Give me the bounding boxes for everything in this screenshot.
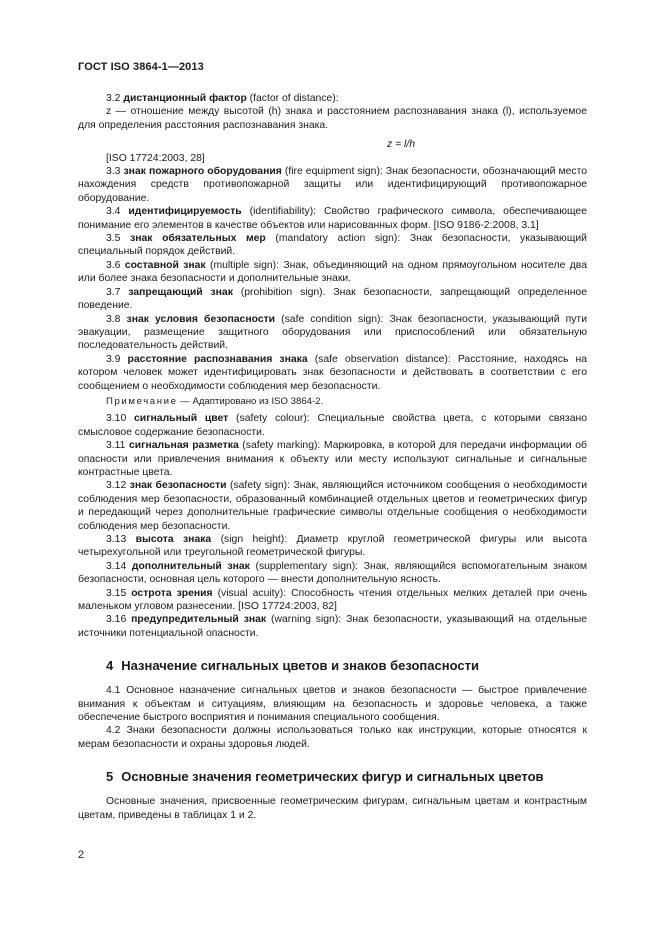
section-4-heading: 4 Назначение сигнальных цветов и знаков безопасности <box>106 658 479 674</box>
term: знак пожарного оборудования <box>123 166 282 178</box>
definition-3-3: 3.3 знак пожарного оборудования (fire equipment sign): Знак безопасности, обозначающий место нахождения средств противопожарной защиты или идентифицирующий противопожарное оборудование. <box>78 166 588 204</box>
term: высота знака <box>135 534 212 545</box>
document-body <box>78 92 587 822</box>
definition-3-2: 3.2 дистанционный фактор (factor of distance): <box>106 93 339 104</box>
paragraph-4-2: 4.2 Знаки безопасности должны использоваться только как инструкции, которые относятся к мерам безопасности и охраны здоровья людей. <box>78 725 587 750</box>
definition-3-12: 3.12 знак безопасности (safety sign): Знак, являющийся источником сообщения о необходимости соблюдения мер безопасности, образованный комбинацией отдельных цветов и геометрических фигур и передающий через дополнительные графические символы отдельные сообщения о необходимости соблюдения мер безопасности. <box>78 480 587 532</box>
reference: [ISO 17724:2003, 28] <box>106 152 205 164</box>
term: составной знак <box>124 259 206 271</box>
definition-3-6: 3.6 составной знак (multiple sign): Знак, объединяющий на одном прямоугольном носителе два или более знака безопасности и дополнительные знаки. <box>78 259 587 285</box>
definition-3-4: 3.4 идентифицируемость (identifiability): Свойство графического символа, обеспечивающее понимание его элементов в качестве объектов или нарисованных форм. [ISO 9186-2:2008, 3.1] <box>78 206 587 231</box>
page-number: 2 <box>78 849 85 861</box>
document-header: ГОСТ ISO 3864-1—2013 <box>78 61 204 73</box>
section-5-heading: 5 Основные значения геометрических фигур и сигнальных цветов <box>106 769 544 785</box>
paragraph-4-1: 4.1 Основное назначение сигнальных цветов и знаков безопасности — быстрое привлечение внимания к объектам и ситуациям, влияющим на безопасность и здоровье человека, а также обеспечение быстрого восприятия и понимания специального сообщения. <box>78 685 587 724</box>
term: острота зрения <box>131 587 213 599</box>
term: идентифицируемость <box>128 206 242 218</box>
formula: z = l/h <box>386 139 415 151</box>
term: дистанционный фактор <box>123 93 247 104</box>
term: запрещающий знак <box>128 286 233 298</box>
note-text: — Адаптировано из ISO 3864-2. <box>177 395 324 407</box>
definition-3-10: 3.10 сигнальный цвет (safety colour): Специальные свойства цвета, с которыми связано смысловое содержание безопасности. <box>78 413 587 438</box>
paragraph-5: Основные значения, присвоенные геометрическим фигурам, сигнальным цветам и контрастным цветам, приведены в таблицах 1 и 2. <box>78 796 587 821</box>
note <box>78 395 587 408</box>
term: сигнальный цвет <box>134 413 229 425</box>
term: знак обязательных мер <box>130 233 266 245</box>
term: знак условия безопасности <box>126 313 276 325</box>
definition-3-15: 3.15 острота зрения (visual acuity): Способность чтения отдельных мелких деталей при очень маленьком угловом разнесении. [ISO 17724:2003, 82] <box>78 587 587 613</box>
definition-3-13: 3.13 высота знака (sign height): Диаметр круглой геометрической фигуры или высота четырехугольной или треугольной геометрической фигуры. <box>78 534 587 559</box>
definition-3-9: 3.9 расстояние распознавания знака (safe observation distance): Расстояние, находясь на котором человек может идентифицировать знак безопасности и действовать в соответствии с его сообщением о необходимости соблюдения мер безопасности. <box>78 353 587 392</box>
definition-3-5: 3.5 знак обязательных мер (mandatory action sign): Знак безопасности, указывающий специальный порядок действий. <box>78 233 587 258</box>
term: знак безопасности <box>129 480 227 492</box>
note-label: Примечание <box>106 395 178 407</box>
term: дополнительный знак <box>131 560 250 572</box>
definition-continuation: z — отношение между высотой (h) знака и расстоянием распознавания знака (l), используемое для определения расстояния распознавания знака. <box>78 106 587 131</box>
definition-3-16: 3.16 предупредительный знак (warning sign): Знак безопасности, указывающий на отдельные источники потенциальной опасности. <box>78 614 588 639</box>
term: расстояние распознавания знака <box>127 353 308 365</box>
term: предупредительный знак <box>131 614 267 626</box>
term: сигнальная разметка <box>129 440 239 452</box>
definition-3-11: 3.11 сигнальная разметка (safety marking): Маркировка, в которой для передачи информации об опасности или привлечения внимания к объекту или месту используют сигнальные и сигнальные контрастные цвета. <box>78 440 587 478</box>
definition-3-14: 3.14 дополнительный знак (supplementary sign): Знак, являющийся вспомогательным знаком безопасности, основная цель которого — внести дополнительную ясность. <box>78 560 588 586</box>
definition-3-7: 3.7 запрещающий знак (prohibition sign). Знак безопасности, запрещающий определенное поведение. <box>78 286 587 312</box>
definition-3-8: 3.8 знак условия безопасности (safe condition sign): Знак безопасности, указывающий пути эвакуации, размещение защитного оборудования или приспособлений или обязательную последовательность действий. <box>78 313 587 352</box>
